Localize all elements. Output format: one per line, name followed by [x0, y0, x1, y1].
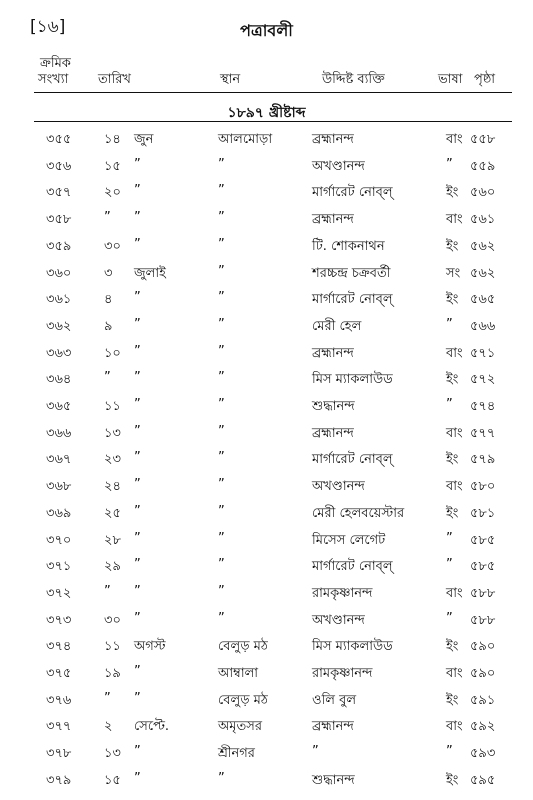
- cell-serial: ৩৫৭: [46, 185, 72, 201]
- cell-serial: ৩৫৯: [46, 238, 72, 254]
- cell-recipient: মার্গারেট নোব্‌ল্‌: [312, 452, 393, 468]
- cell-pg: ৫৯৩: [470, 746, 496, 762]
- table-row: [0, 611, 533, 637]
- cell-serial: ৩৭৭: [46, 719, 72, 735]
- cell-place: ”: [218, 263, 225, 279]
- cell-month: ”: [134, 183, 141, 199]
- cell-lang: বাং: [446, 425, 463, 441]
- cell-month: ”: [134, 610, 141, 626]
- cell-day: ১৩: [104, 746, 121, 762]
- cell-day: ২: [104, 719, 113, 735]
- cell-recipient: রামকৃষ্ণানন্দ: [312, 666, 373, 681]
- cell-recipient: অখণ্ডানন্দ: [312, 158, 365, 174]
- table-row: [0, 424, 533, 450]
- cell-lang: বাং: [446, 345, 463, 361]
- cell-recipient: ব্রহ্মানন্দ: [312, 719, 354, 735]
- page-title: পত্রাবলী: [240, 21, 293, 40]
- cell-serial: ৩৭১: [46, 559, 72, 575]
- cell-pg: ৫৭১: [470, 345, 496, 361]
- table-row: [0, 477, 533, 503]
- cell-recipient: অখণ্ডানন্দ: [312, 612, 365, 628]
- cell-place: ”: [218, 290, 225, 306]
- cell-serial: ৩৬৯: [46, 505, 72, 521]
- table-row: [0, 771, 533, 797]
- cell-serial: ৩৬৮: [46, 479, 72, 495]
- cell-month: জুন: [134, 132, 154, 147]
- cell-serial: ৩৬৭: [46, 452, 72, 468]
- cell-place: ”: [218, 477, 225, 493]
- header-page: পৃষ্ঠা: [474, 72, 496, 87]
- cell-pg: ৫৭৭: [470, 425, 496, 441]
- cell-month: অগস্ট: [134, 639, 166, 655]
- cell-lang: ইং: [446, 772, 459, 788]
- cell-day: ২৮: [104, 532, 121, 548]
- cell-serial: ৩৬৪: [46, 372, 72, 388]
- table-row: [0, 717, 533, 743]
- cell-lang: বাং: [446, 132, 463, 147]
- cell-day: ২০: [104, 185, 121, 201]
- cell-place: ”: [218, 530, 225, 546]
- cell-pg: ৫৬০: [470, 185, 496, 201]
- cell-place: ”: [218, 343, 225, 359]
- cell-place: ”: [218, 316, 225, 332]
- table-row: [0, 397, 533, 423]
- cell-month: ”: [134, 290, 141, 306]
- cell-place: আলমোড়া: [218, 132, 273, 147]
- cell-recipient: অখণ্ডানন্দ: [312, 479, 365, 495]
- cell-place: বেলুড় মঠ: [218, 692, 268, 708]
- cell-day: ১৯: [104, 666, 121, 681]
- cell-recipient: মেরী হেলবয়েস্টার: [312, 505, 405, 521]
- cell-pg: ৫৯০: [470, 639, 496, 655]
- table-row: [0, 290, 533, 316]
- cell-lang: ”: [446, 156, 453, 172]
- cell-serial: ৩৬৬: [46, 425, 72, 441]
- cell-month: ”: [134, 530, 141, 546]
- cell-serial: ৩৬৩: [46, 345, 72, 361]
- cell-lang: ”: [446, 397, 453, 412]
- cell-place: ”: [218, 236, 225, 252]
- header-place: স্থান: [220, 72, 241, 87]
- cell-month: ”: [134, 557, 141, 573]
- table-row: [0, 664, 533, 690]
- cell-lang: ”: [446, 316, 453, 332]
- cell-place: ”: [218, 450, 225, 466]
- cell-month: ”: [134, 503, 141, 519]
- cell-lang: ”: [446, 744, 453, 760]
- cell-day: ১৪: [104, 132, 121, 147]
- table-row: [0, 637, 533, 663]
- cell-place: ”: [218, 397, 225, 412]
- cell-month: ”: [134, 316, 141, 332]
- cell-day: ”: [104, 210, 111, 226]
- cell-serial: ৩৭৯: [46, 772, 72, 788]
- cell-month: ”: [134, 744, 141, 760]
- cell-day: ১৫: [104, 772, 121, 788]
- cell-lang: ইং: [446, 639, 459, 655]
- cell-month: ”: [134, 156, 141, 172]
- cell-pg: ৫৫৮: [470, 132, 496, 147]
- cell-month: ”: [134, 450, 141, 466]
- cell-day: ”: [104, 370, 111, 386]
- cell-serial: ৩৬৫: [46, 399, 72, 414]
- header-language: ভাষা: [438, 72, 463, 87]
- cell-serial: ৩৫৮: [46, 212, 72, 228]
- cell-lang: বাং: [446, 585, 463, 601]
- header-serial-bottom: সংখ্যা: [38, 72, 69, 87]
- cell-place: অমৃতসর: [218, 719, 262, 735]
- cell-pg: ৫৮৫: [470, 532, 496, 548]
- cell-place: ”: [218, 610, 225, 626]
- cell-recipient: ব্রহ্মানন্দ: [312, 212, 354, 228]
- cell-day: ১০: [104, 345, 121, 361]
- cell-pg: ৫৯০: [470, 666, 496, 681]
- cell-pg: ৫৮১: [470, 505, 496, 521]
- table-row: [0, 210, 533, 236]
- cell-serial: ৩৭২: [46, 585, 72, 601]
- cell-recipient: রামকৃষ্ণানন্দ: [312, 585, 373, 601]
- cell-recipient: ”: [312, 744, 319, 760]
- header-date: তারিখ: [98, 72, 131, 87]
- cell-recipient: ব্রহ্মানন্দ: [312, 345, 354, 361]
- cell-month: ”: [134, 423, 141, 439]
- cell-place: ”: [218, 156, 225, 172]
- cell-month: ”: [134, 397, 141, 412]
- cell-lang: ”: [446, 610, 453, 626]
- cell-pg: ৫৮৮: [470, 612, 496, 628]
- cell-serial: ৩৭৪: [46, 639, 72, 655]
- cell-pg: ৫৬২: [470, 238, 496, 254]
- cell-recipient: মিস ম্যাকলাউড: [312, 372, 393, 388]
- table-row: [0, 130, 533, 156]
- cell-day: ১১: [104, 399, 121, 414]
- table-row: [0, 557, 533, 583]
- cell-recipient: মিস ম্যাকলাউড: [312, 639, 393, 655]
- cell-month: ”: [134, 236, 141, 252]
- cell-month: ”: [134, 477, 141, 493]
- cell-recipient: মেরী হেল: [312, 318, 362, 334]
- cell-day: ”: [104, 690, 111, 706]
- cell-month: ”: [134, 210, 141, 226]
- cell-serial: ৩৭৫: [46, 666, 72, 681]
- cell-lang: ইং: [446, 292, 459, 308]
- cell-recipient: ব্রহ্মানন্দ: [312, 132, 354, 147]
- header-rule-top: [34, 92, 512, 93]
- cell-place: ”: [218, 423, 225, 439]
- cell-pg: ৫৬৫: [470, 292, 496, 308]
- cell-day: ২৯: [104, 559, 121, 575]
- cell-lang: ইং: [446, 452, 459, 468]
- year-heading: ১৮৯৭ খ্রীষ্টাব্দ: [227, 105, 306, 121]
- cell-month: ”: [134, 690, 141, 706]
- cell-pg: ৫৯১: [470, 692, 496, 708]
- cell-pg: ৫৬২: [470, 265, 496, 281]
- cell-serial: ৩৬১: [46, 292, 72, 308]
- cell-lang: ”: [446, 557, 453, 573]
- cell-recipient: টি. শোকনাথন: [312, 238, 385, 254]
- table-row: [0, 183, 533, 209]
- cell-recipient: মার্গারেট নোব্‌ল্‌: [312, 292, 393, 308]
- cell-day: ১৫: [104, 158, 121, 174]
- cell-serial: ৩৭৩: [46, 612, 72, 628]
- header-recipient: উদ্দিষ্ট ব্যক্তি: [322, 72, 385, 87]
- cell-day: ৪: [104, 292, 113, 308]
- cell-recipient: শুদ্ধানন্দ: [312, 399, 355, 414]
- table-row: [0, 531, 533, 557]
- cell-place: ”: [218, 557, 225, 573]
- cell-lang: বাং: [446, 666, 463, 681]
- cell-serial: ৩৫৫: [46, 132, 72, 147]
- cell-place: ”: [218, 503, 225, 519]
- cell-recipient: মার্গারেট নোব্‌ল্‌: [312, 559, 393, 575]
- cell-month: ”: [134, 664, 141, 679]
- cell-place: ”: [218, 183, 225, 199]
- table-row: [0, 237, 533, 263]
- cell-pg: ৫৫৯: [470, 158, 496, 174]
- cell-place: ”: [218, 370, 225, 386]
- cell-pg: ৫৭২: [470, 372, 496, 388]
- cell-month: ”: [134, 770, 141, 786]
- cell-place: ”: [218, 770, 225, 786]
- cell-day: ২৫: [104, 505, 121, 521]
- cell-lang: ইং: [446, 185, 459, 201]
- cell-place: আম্বালা: [218, 666, 259, 681]
- cell-day: ১১: [104, 639, 121, 655]
- cell-day: ৯: [104, 318, 113, 334]
- table-row: [0, 344, 533, 370]
- cell-lang: ইং: [446, 238, 459, 254]
- cell-pg: ৫৬৬: [470, 318, 496, 334]
- table-row: [0, 450, 533, 476]
- cell-place: ”: [218, 210, 225, 226]
- cell-pg: ৫৭৯: [470, 452, 496, 468]
- cell-lang: ইং: [446, 372, 459, 388]
- cell-pg: ৫৮৮: [470, 585, 496, 601]
- cell-month: জুলাই: [134, 265, 166, 281]
- cell-recipient: শুদ্ধানন্দ: [312, 772, 355, 788]
- cell-day: ১৩: [104, 425, 121, 441]
- cell-lang: বাং: [446, 719, 463, 735]
- cell-day: ২৪: [104, 479, 121, 495]
- cell-lang: বাং: [446, 212, 463, 228]
- cell-lang: সং: [446, 265, 461, 281]
- cell-day: ”: [104, 583, 111, 599]
- cell-recipient: মিসেস লেগেট: [312, 532, 386, 548]
- table-row: [0, 744, 533, 770]
- table-row: [0, 370, 533, 396]
- cell-month: ”: [134, 343, 141, 359]
- cell-place: বেলুড় মঠ: [218, 639, 268, 655]
- cell-pg: ৫৮০: [470, 479, 496, 495]
- cell-serial: ৩৭৬: [46, 692, 72, 708]
- cell-place: ”: [218, 583, 225, 599]
- cell-month: ”: [134, 583, 141, 599]
- cell-pg: ৫৬১: [470, 212, 496, 228]
- cell-day: ৩০: [104, 238, 121, 254]
- cell-lang: বাং: [446, 479, 463, 495]
- cell-serial: ৩৬২: [46, 318, 72, 334]
- cell-pg: ৫৭৪: [470, 399, 496, 414]
- header-rule-bottom: [34, 121, 512, 122]
- cell-serial: ৩৭০: [46, 532, 72, 548]
- cell-serial: ৩৭৮: [46, 746, 72, 762]
- cell-pg: ৫৮৫: [470, 559, 496, 575]
- cell-recipient: ওলি বুল: [312, 692, 357, 708]
- cell-month: ”: [134, 370, 141, 386]
- cell-lang: ”: [446, 530, 453, 546]
- cell-serial: ৩৬০: [46, 265, 72, 281]
- table-row: [0, 264, 533, 290]
- table-row: [0, 504, 533, 530]
- table-row: [0, 317, 533, 343]
- cell-month: সেপ্টে.: [134, 719, 170, 735]
- cell-recipient: শরচ্চন্দ্র চক্রবর্তী: [312, 265, 391, 281]
- cell-pg: ৫৯৫: [470, 772, 496, 788]
- header-serial-top: ক্রমিক: [40, 56, 71, 71]
- cell-day: ৩: [104, 265, 113, 281]
- cell-place: শ্রীনগর: [218, 746, 255, 762]
- cell-day: ২৩: [104, 452, 121, 468]
- cell-recipient: ব্রহ্মানন্দ: [312, 425, 354, 441]
- table-row: [0, 584, 533, 610]
- cell-pg: ৫৯২: [470, 719, 496, 735]
- cell-recipient: মার্গারেট নোব্‌ল্‌: [312, 185, 393, 201]
- cell-lang: ইং: [446, 692, 459, 708]
- cell-serial: ৩৫৬: [46, 158, 72, 174]
- cell-day: ৩০: [104, 612, 121, 628]
- table-row: [0, 157, 533, 183]
- table-row: [0, 691, 533, 717]
- page-number: [১৬]: [30, 17, 66, 37]
- cell-lang: ইং: [446, 505, 459, 521]
